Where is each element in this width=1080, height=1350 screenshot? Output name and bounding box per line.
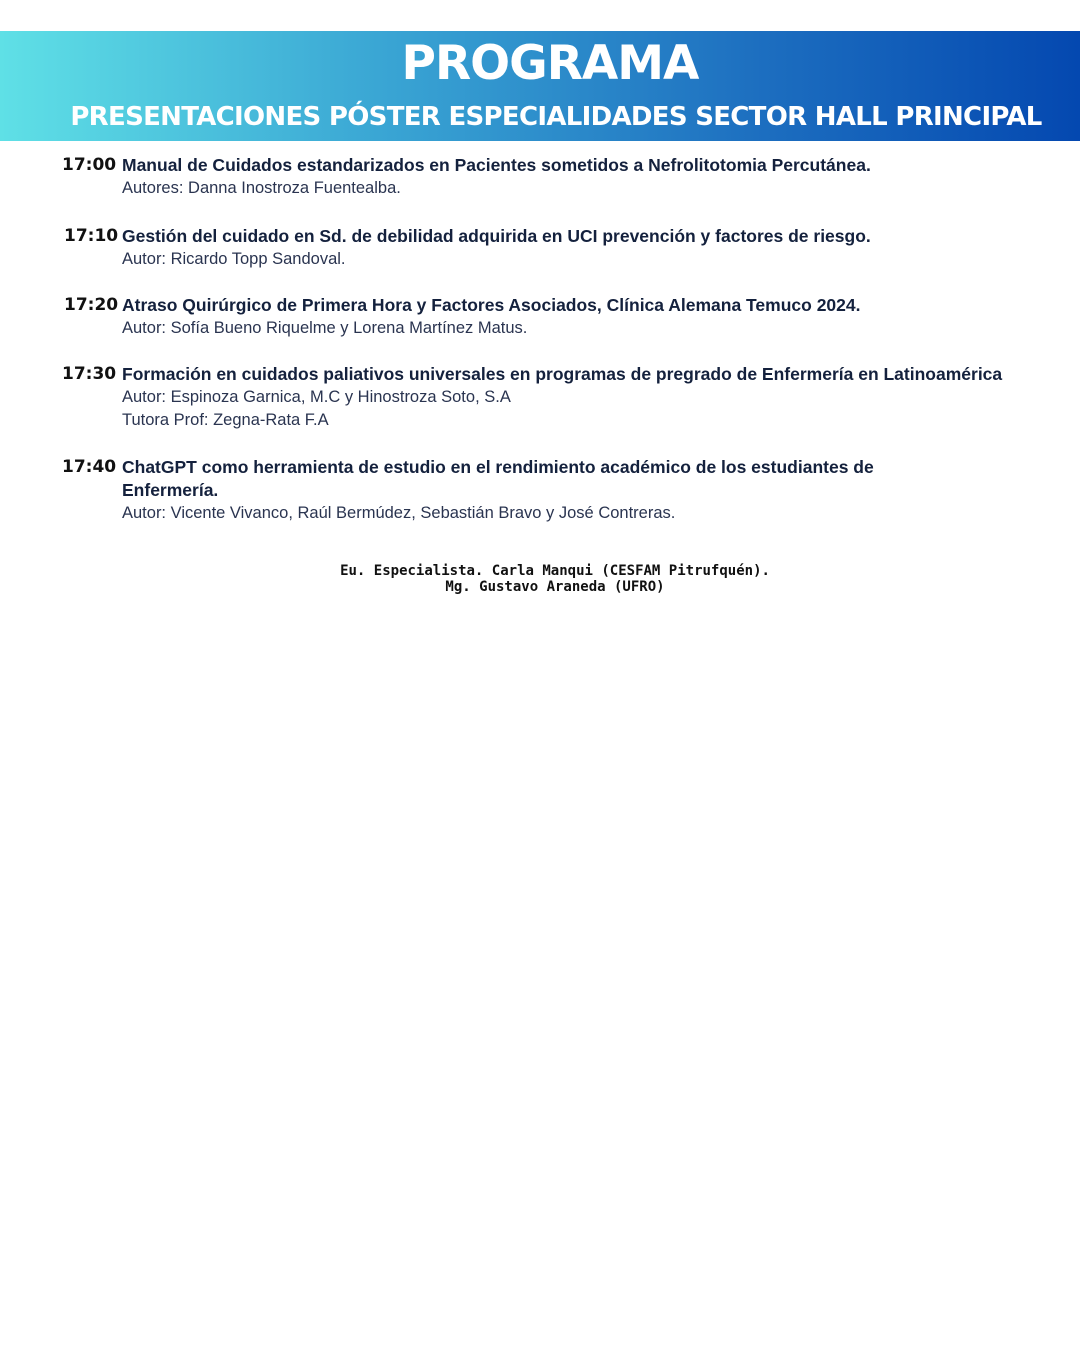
presentation-authors: Autor: Vicente Vivanco, Raúl Bermúdez, Sebastián Bravo y José Contreras. <box>122 504 676 522</box>
schedule-time: 17:10 <box>64 226 119 246</box>
schedule-time: 17:20 <box>64 295 119 315</box>
presentation-tutor: Tutora Prof: Zegna-Rata F.A <box>122 411 329 429</box>
presentation-title-continued: Enfermería. <box>122 480 219 500</box>
presentation-authors: Autor: Espinoza Garnica, M.C y Hinostroza Soto, S.A <box>122 388 511 406</box>
schedule-time: 17:00 <box>62 155 117 175</box>
presentation-title: Atraso Quirúrgico de Primera Hora y Factores Asociados, Clínica Alemana Temuco 2024. <box>122 295 861 315</box>
schedule-time: 17:30 <box>62 364 117 384</box>
footer-coordinator: Eu. Especialista. Carla Manqui (CESFAM Pitrufquén). <box>340 563 770 579</box>
footer-coordinator-2: Mg. Gustavo Araneda (UFRO) <box>445 579 665 595</box>
presentation-authors: Autores: Danna Inostroza Fuentealba. <box>122 179 401 197</box>
presentation-title: Formación en cuidados paliativos universales en programas de pregrado de Enfermería en Latinoamérica <box>122 364 1003 384</box>
presentation-authors: Autor: Sofía Bueno Riquelme y Lorena Martínez Matus. <box>122 319 528 337</box>
presentation-title: Manual de Cuidados estandarizados en Pacientes sometidos a Nefrolitotomia Percutánea. <box>122 155 871 175</box>
page-title: PROGRAMA <box>401 36 699 91</box>
presentation-title: ChatGPT como herramienta de estudio en el rendimiento académico de los estudiantes de <box>122 457 874 477</box>
presentation-title: Gestión del cuidado en Sd. de debilidad adquirida en UCI prevención y factores de riesgo. <box>122 226 871 246</box>
page-subtitle: PRESENTACIONES PÓSTER ESPECIALIDADES SECTOR HALL PRINCIPAL <box>70 102 1042 132</box>
presentation-authors: Autor: Ricardo Topp Sandoval. <box>122 250 346 268</box>
schedule-time: 17:40 <box>62 457 117 477</box>
